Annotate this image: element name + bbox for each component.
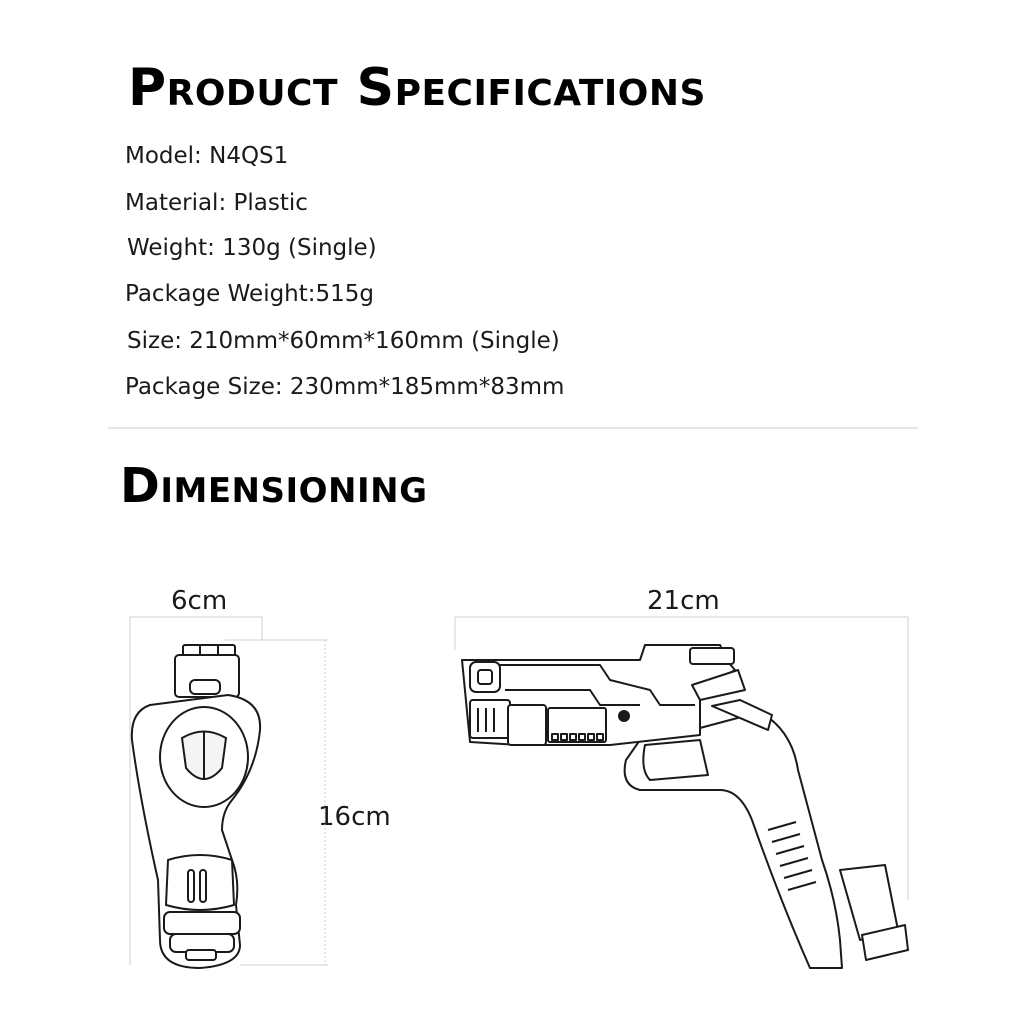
- spec-weight: Weight: 130g (Single): [127, 235, 377, 261]
- side-width-label: 6cm: [171, 586, 228, 616]
- height-label: 16cm: [318, 802, 391, 832]
- length-label: 21cm: [647, 586, 720, 616]
- specifications-heading: Product Specifications: [128, 58, 706, 118]
- spec-model: Model: N4QS1: [125, 143, 289, 169]
- spec-size: Size: 210mm*60mm*160mm (Single): [127, 328, 560, 354]
- spec-material: Material: Plastic: [125, 190, 308, 216]
- dimensioning-heading: Dimensioning: [120, 458, 428, 514]
- spec-package-weight: Package Weight:515g: [125, 281, 375, 307]
- side-view-outline: [462, 645, 908, 968]
- spec-package-size: Package Size: 230mm*185mm*83mm: [125, 374, 565, 400]
